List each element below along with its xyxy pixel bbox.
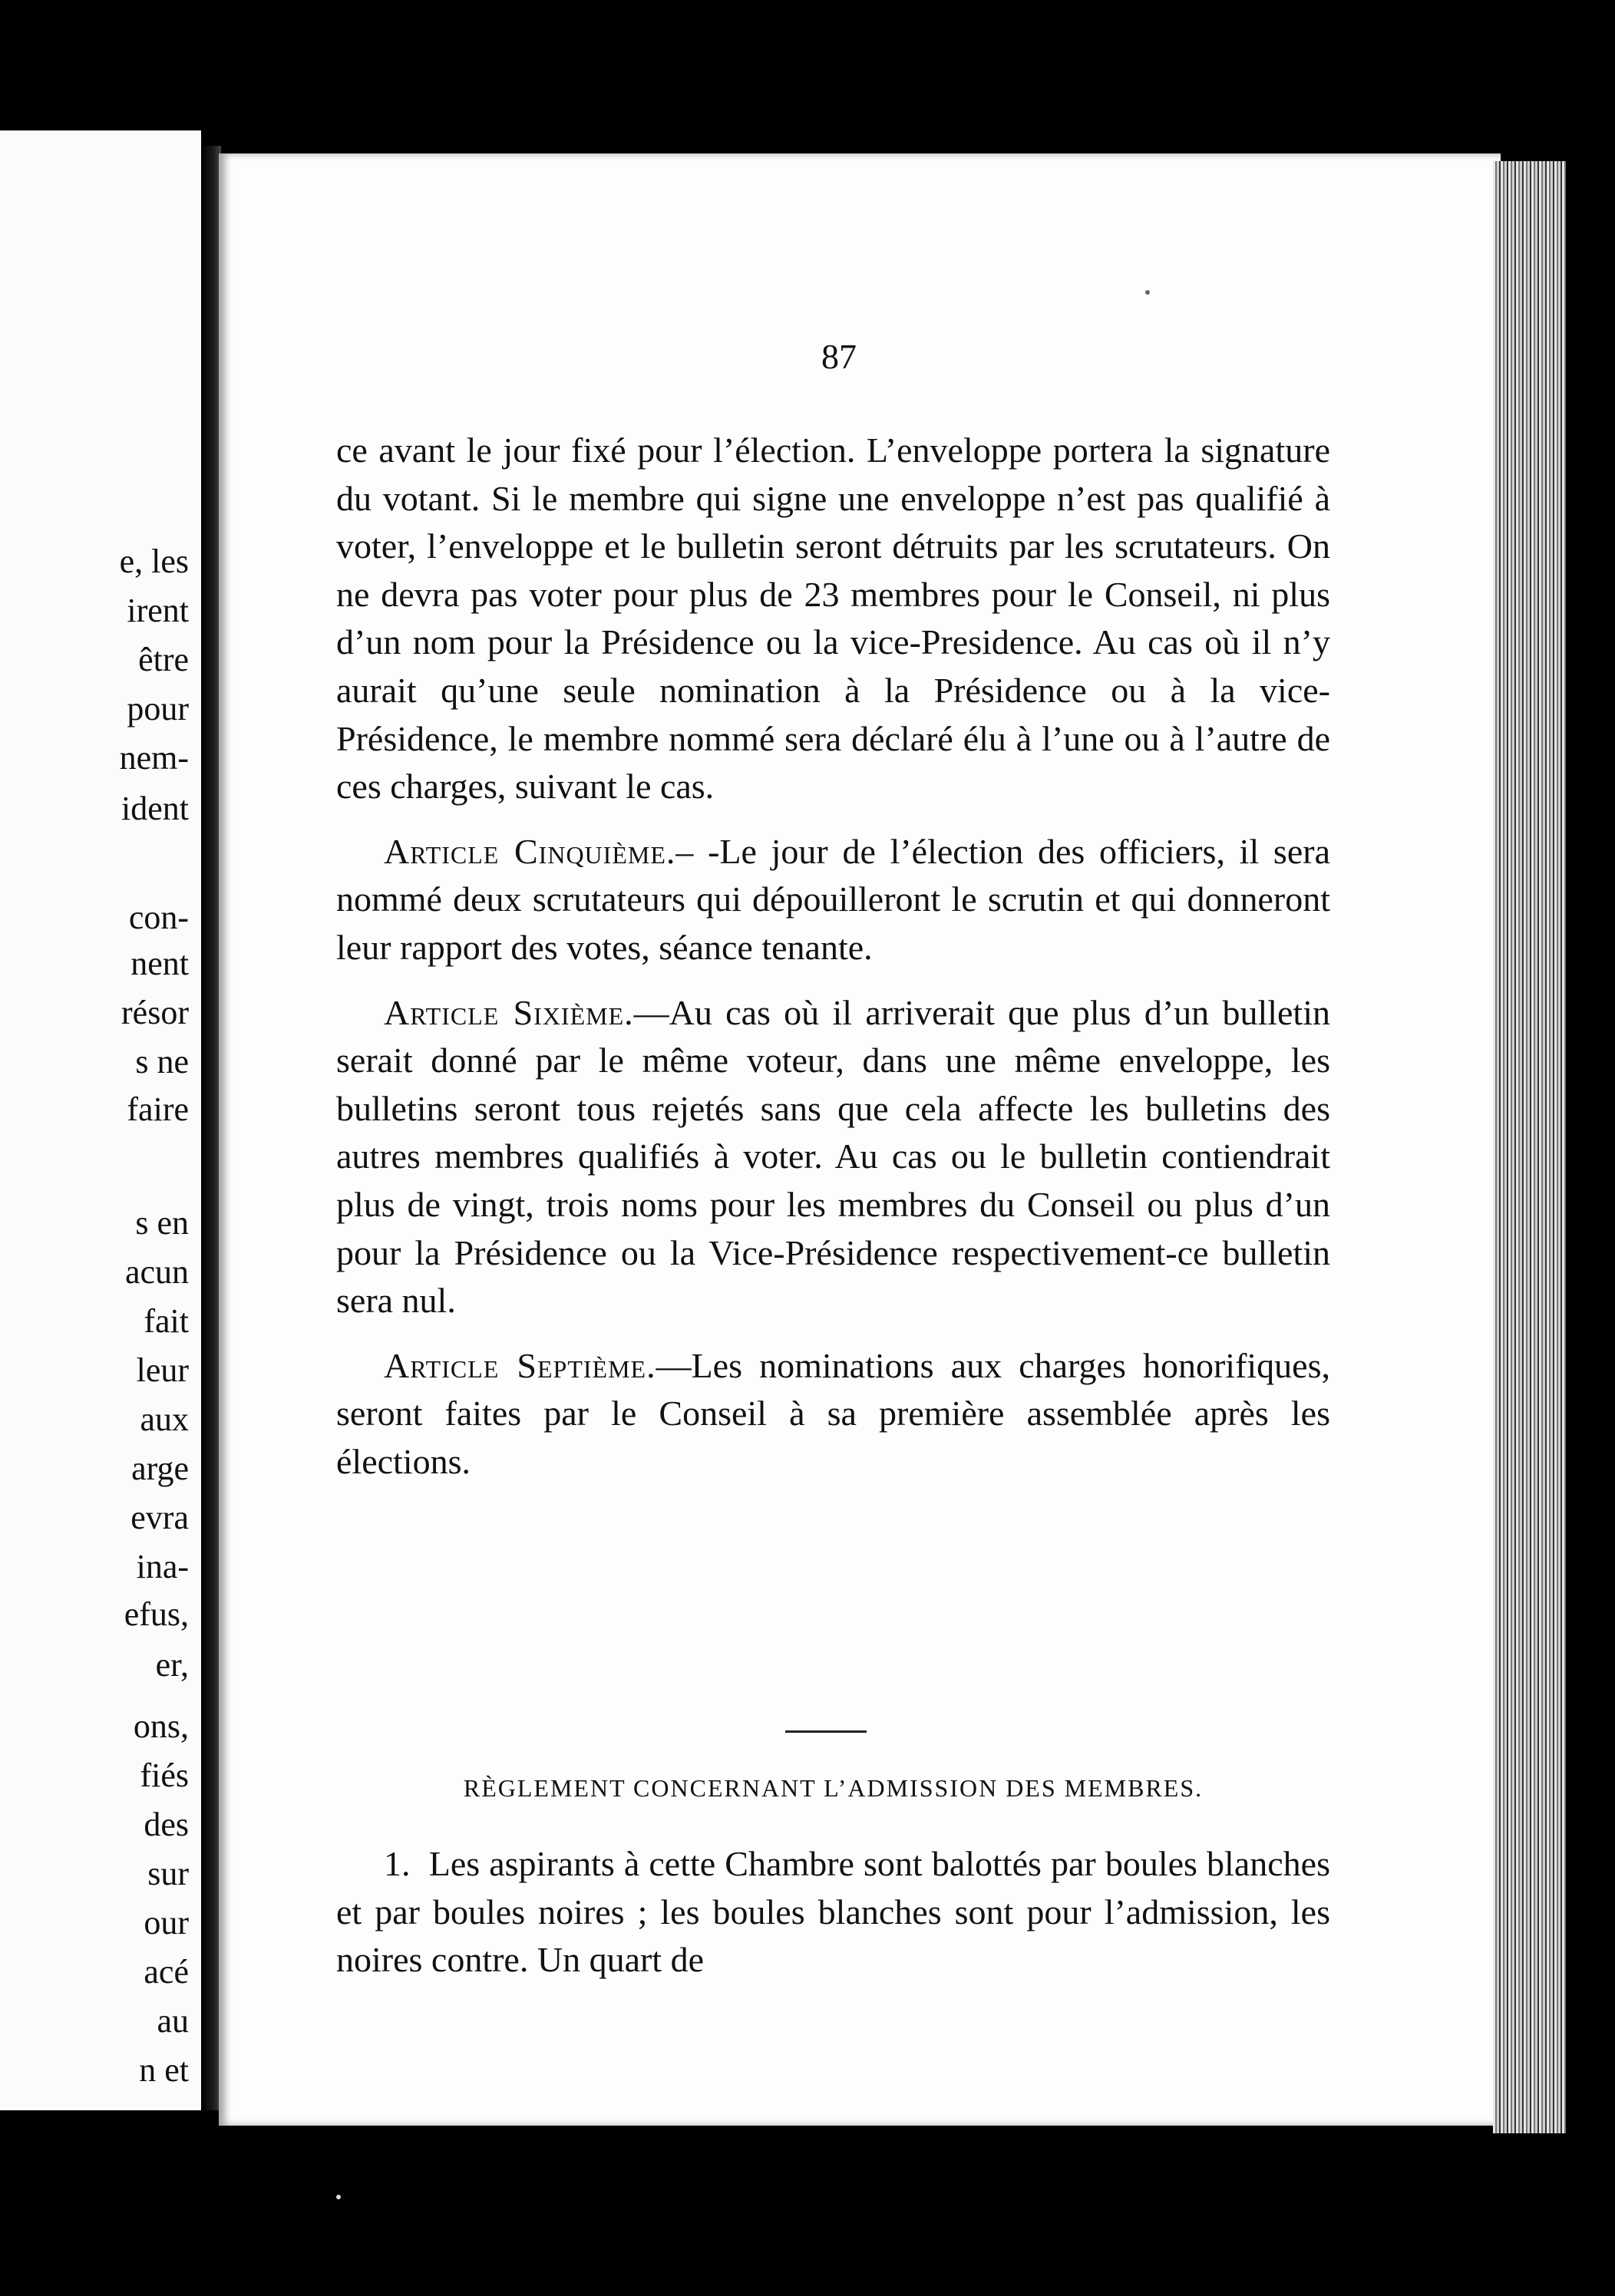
article-text: – -Le jour de l’élection des officiers, il sera nommé deux scrutateurs qui dépouilleront le scrutin et qui donneront leur rapport des votes, séance tenante. <box>336 831 1330 967</box>
previous-page-fragment <box>0 130 201 2110</box>
left-page-line: e, les <box>119 543 189 580</box>
left-page-line: arge <box>131 1450 189 1487</box>
left-page-line: ons, <box>133 1707 189 1745</box>
left-page-line: ina- <box>136 1548 189 1585</box>
left-page-line: acé <box>144 1953 189 1991</box>
article-text: ––Au cas où il arriverait que plus d’un bulletin serait donné par le même voteur, dans une même enveloppe, les bulletins seront tous rejetés sans que cela affecte les bulletins des autres membres qualifiés à voter. Au cas ou le bulletin contiendrait plus de vingt, trois noms pour les membres du Conseil ou plus d’un pour la Présidence ou la Vice-Présidence respectivement-ce bulletin sera nul. <box>336 992 1330 1321</box>
left-page-line: n et <box>139 2051 189 2089</box>
dust-speck <box>1145 290 1150 295</box>
left-page-line: des <box>144 1806 189 1843</box>
left-page-line: faire <box>127 1090 189 1128</box>
rule-text: Les aspirants à cette Chambre sont balottés par boules blanches et par boules noires ; les boules blanches sont pour l’admission, les noires contre. Un quart de <box>336 1844 1330 1980</box>
paragraph <box>336 427 1330 811</box>
left-page-line: con- <box>128 899 189 936</box>
left-page-line: leur <box>136 1351 189 1389</box>
left-page-line: acun <box>124 1253 189 1291</box>
dust-speck <box>336 2195 341 2199</box>
paragraph <box>336 1840 1330 1984</box>
left-page-line: fait <box>144 1302 189 1340</box>
left-page-line: aux <box>140 1400 189 1438</box>
article-paragraph <box>336 989 1330 1325</box>
left-page-line: pour <box>127 690 189 727</box>
left-page-line: efus, <box>124 1595 189 1633</box>
left-page-line: s ne <box>135 1043 189 1080</box>
left-page-line: irent <box>127 592 189 629</box>
left-page-line: au <box>157 2002 189 2040</box>
section-divider <box>785 1730 867 1733</box>
left-page-line: our <box>144 1904 189 1941</box>
rule-number: 1. <box>384 1844 411 1883</box>
paragraph-text: ce avant le jour fixé pour l’élection. L’enveloppe portera la signature du votant. Si le membre qui signe une enveloppe n’est pas qualifié à voter, l’enveloppe et le bulletin seront détruits par les scrutateurs. On ne devra pas voter pour plus de 23 membres pour le Conseil, ni plus d’un nom pour la Présidence ou la vice-Presidence. Au cas où il n’y aurait qu’une seule nomination à la Présidence ou à la vice-Présidence, le membre nommé sera déclaré élu à l’une ou à l’autre de ces charges, suivant le cas. <box>336 430 1330 807</box>
left-page-line: nem- <box>119 739 189 777</box>
left-page-line: ident <box>121 790 189 827</box>
left-page-line: er, <box>155 1646 189 1684</box>
left-page-line: résor <box>121 994 189 1031</box>
page-edges <box>1493 161 1566 2133</box>
left-page-line: nent <box>130 945 189 982</box>
article-heading: Article Septième. <box>384 1345 656 1385</box>
article-paragraph <box>336 828 1330 972</box>
section-title: RÈGLEMENT CONCERNANT L’ADMISSION DES MEMBRES. <box>463 1774 1204 1802</box>
left-page-line: s en <box>135 1204 189 1242</box>
page-body <box>336 427 1330 1486</box>
page-number: 87 <box>821 337 857 376</box>
article-heading: Article Sixième. <box>384 992 634 1032</box>
left-page-line: sur <box>147 1855 189 1892</box>
article-heading: Article Cinquième. <box>384 831 676 871</box>
article-paragraph <box>336 1342 1330 1486</box>
left-page-line: être <box>138 641 189 678</box>
left-page-line: evra <box>130 1499 189 1536</box>
rule-paragraph <box>336 1840 1330 1984</box>
article-text: ––Les nominations aux charges honorifiques, seront faites par le Conseil à sa première assemblée après les élections. <box>336 1345 1330 1481</box>
left-page-line: fiés <box>140 1757 189 1794</box>
